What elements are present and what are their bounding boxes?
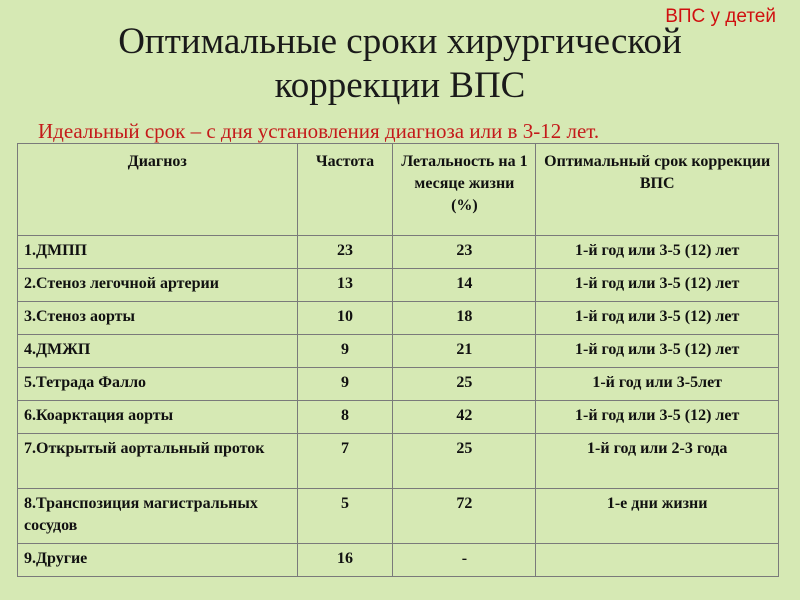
cell-diagnosis: 2.Стеноз легочной артерии <box>18 269 298 302</box>
cell-optimal-term: 1-й год или 3-5 (12) лет <box>536 335 779 368</box>
table-row <box>18 335 779 368</box>
cell-optimal-term: 1-й год или 2-3 года <box>536 434 779 489</box>
cell-optimal-term <box>536 544 779 577</box>
corner-tag: ВПС у детей <box>665 6 776 27</box>
cell-frequency: 8 <box>297 401 393 434</box>
cell-frequency: 9 <box>297 335 393 368</box>
header-diagnosis: Диагноз <box>18 144 298 236</box>
table-row <box>18 434 779 489</box>
title-line-1: Оптимальные сроки хирургической <box>118 21 682 62</box>
cell-optimal-term: 1-й год или 3-5лет <box>536 368 779 401</box>
table-row <box>18 489 779 544</box>
table-header-row <box>18 144 779 236</box>
cell-frequency: 5 <box>297 489 393 544</box>
cell-lethality: - <box>393 544 536 577</box>
cell-diagnosis: 7.Открытый аортальный проток <box>18 434 298 489</box>
cell-optimal-term: 1-й год или 3-5 (12) лет <box>536 401 779 434</box>
table-row <box>18 368 779 401</box>
cell-diagnosis: 8.Транспозиция магистральных сосудов <box>18 489 298 544</box>
cell-optimal-term: 1-й год или 3-5 (12) лет <box>536 236 779 269</box>
cell-frequency: 9 <box>297 368 393 401</box>
cell-lethality: 25 <box>393 368 536 401</box>
cell-lethality: 72 <box>393 489 536 544</box>
cell-frequency: 13 <box>297 269 393 302</box>
surgery-timing-table <box>17 143 779 577</box>
table-row <box>18 269 779 302</box>
cell-lethality: 23 <box>393 236 536 269</box>
cell-lethality: 18 <box>393 302 536 335</box>
subtitle: Идеальный срок – с дня установления диагноза или в 3-12 лет. <box>38 119 600 143</box>
cell-lethality: 14 <box>393 269 536 302</box>
page-title <box>0 20 800 108</box>
cell-diagnosis: 1.ДМПП <box>18 236 298 269</box>
cell-diagnosis: 9.Другие <box>18 544 298 577</box>
cell-lethality: 42 <box>393 401 536 434</box>
cell-frequency: 10 <box>297 302 393 335</box>
cell-frequency: 16 <box>297 544 393 577</box>
cell-frequency: 23 <box>297 236 393 269</box>
cell-diagnosis: 4.ДМЖП <box>18 335 298 368</box>
header-frequency: Частота <box>297 144 393 236</box>
cell-lethality: 25 <box>393 434 536 489</box>
cell-diagnosis: 3.Стеноз аорты <box>18 302 298 335</box>
table-row <box>18 544 779 577</box>
table-row <box>18 401 779 434</box>
cell-diagnosis: 6.Коарктация аорты <box>18 401 298 434</box>
table-row <box>18 302 779 335</box>
cell-frequency: 7 <box>297 434 393 489</box>
cell-diagnosis: 5.Тетрада Фалло <box>18 368 298 401</box>
header-optimal-term: Оптимальный срок коррекции ВПС <box>536 144 779 236</box>
cell-optimal-term: 1-е дни жизни <box>536 489 779 544</box>
cell-lethality: 21 <box>393 335 536 368</box>
header-lethality: Летальность на 1 месяце жизни (%) <box>393 144 536 236</box>
title-line-2: коррекции ВПС <box>274 65 526 106</box>
table-row <box>18 236 779 269</box>
cell-optimal-term: 1-й год или 3-5 (12) лет <box>536 269 779 302</box>
cell-optimal-term: 1-й год или 3-5 (12) лет <box>536 302 779 335</box>
